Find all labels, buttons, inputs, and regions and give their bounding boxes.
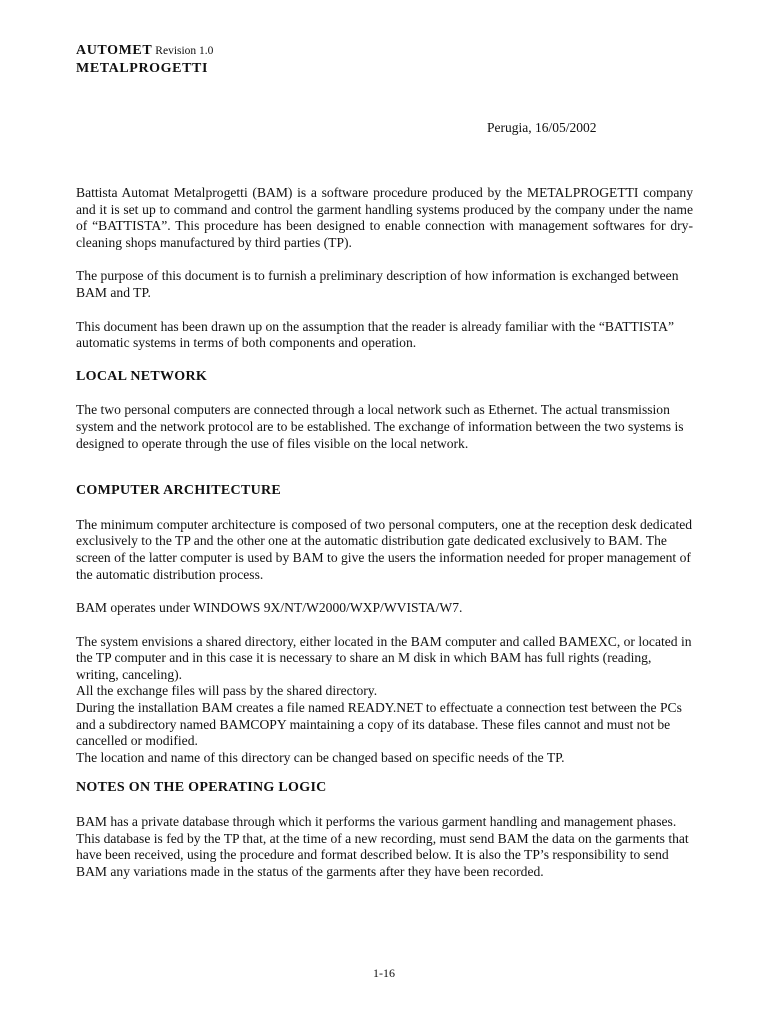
- document-body: [76, 185, 693, 880]
- architecture-paragraph-3b: All the exchange files will pass by the shared directory.: [76, 683, 378, 699]
- heading-operating-logic: NOTES ON THE OPERATING LOGIC: [76, 780, 327, 796]
- heading-computer-architecture: COMPUTER ARCHITECTURE: [76, 483, 282, 499]
- intro-paragraph-2: The purpose of this document is to furnish a preliminary description of how information is exchanged between BAM and TP.: [76, 268, 679, 300]
- document-header: [76, 42, 213, 77]
- architecture-paragraph-3d: The location and name of this directory can be changed based on specific needs of the TP.: [76, 749, 565, 765]
- architecture-paragraph-2: BAM operates under WINDOWS 9X/NT/W2000/WXP/WVISTA/W7.: [76, 600, 463, 616]
- header-line: [76, 42, 213, 60]
- local-network-paragraph: The two personal computers are connected through a local network such as Ethernet. The actual transmission system and the network protocol are to be established. The exchange of information between the two systems is designed to operate through the use of files visible on the local network.: [76, 402, 684, 451]
- architecture-paragraph-3c: During the installation BAM creates a file named READY.NET to effectuate a connection test between the PCs and a subdirectory named BAMCOPY maintaining a copy of its database. These files cannot and must not be cancelled or modified.: [76, 700, 682, 749]
- page-number: 1-16: [373, 966, 395, 980]
- architecture-paragraph-1: The minimum computer architecture is composed of two personal computers, one at the reception desk dedicated exclusively to the TP and the other one at the automatic distribution gate dedicated exclusively to BAM. The screen of the latter computer is used by BAM to give the users the information needed for proper management of the automatic distribution process.: [76, 516, 693, 582]
- heading-local-network: LOCAL NETWORK: [76, 368, 208, 384]
- revision-label: Revision 1.0: [155, 45, 214, 57]
- header-subtitle: METALPROGETTI: [76, 61, 209, 76]
- architecture-paragraph-3a: The system envisions a shared directory, either located in the BAM computer and called BAMEXC, or located in the TP computer and in this case it is necessary to share an M disk in which BAM has full rights (reading, writing, canceling).: [76, 633, 692, 682]
- operating-logic-paragraph: BAM has a private database through which it performs the various garment handling and management phases. This database is fed by the TP that, at the time of a new recording, must send BAM the data on the garments that have been received, using the procedure and format described below. It is also the TP’s responsibility to send BAM any variations made in the status of the garments after they have been recorded.: [76, 814, 689, 879]
- company-name: AUTOMET: [76, 43, 153, 58]
- date-line: Perugia, 16/05/2002: [487, 120, 597, 135]
- intro-paragraph-3: This document has been drawn up on the assumption that the reader is already familiar with the “BATTISTA” automatic systems in terms of both components and operation.: [76, 318, 674, 351]
- intro-paragraph-1: Battista Automat Metalprogetti (BAM) is a software procedure produced by the METALPROGETTI company and it is set up to command and control the garment handling systems produced by the company under the name of “BATTISTA”. This procedure has been designed to enable connection with management softwares for dry-cleaning shops manufactured by third parties (TP).: [76, 185, 693, 250]
